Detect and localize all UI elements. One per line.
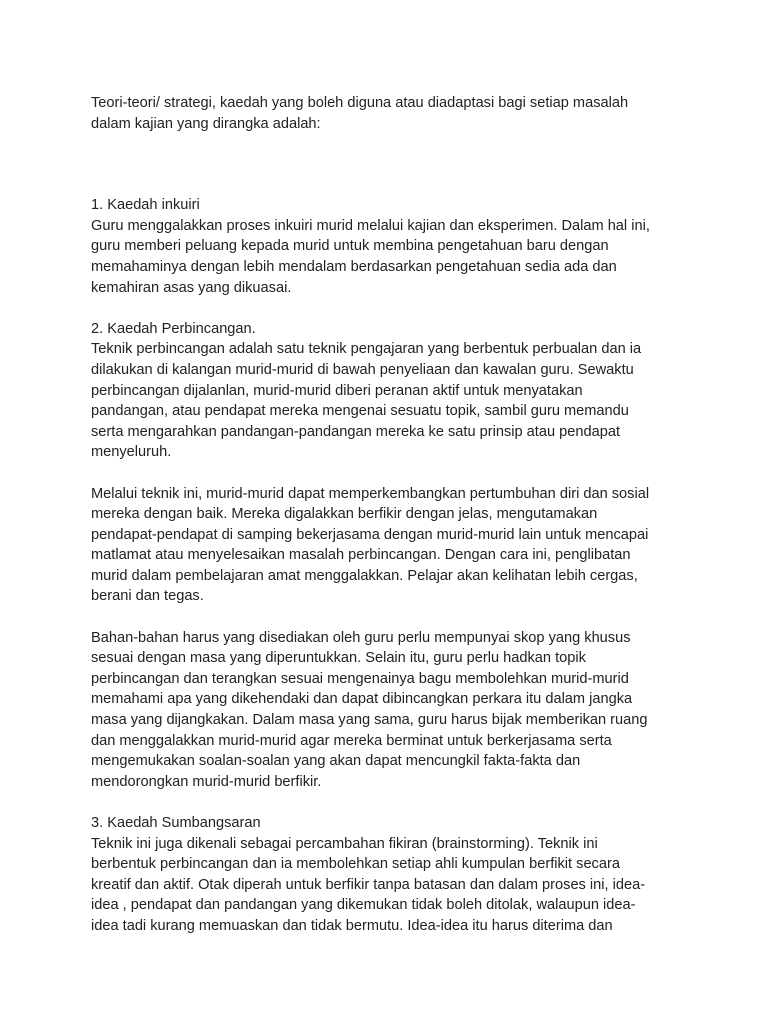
section-3-heading: 3. Kaedah Sumbangsaran [91, 815, 261, 831]
intro-paragraph: Teori-teori/ strategi, kaedah yang boleh diguna atau diadaptasi bagi setiap masalah dalam kajian yang dirangka adalah: [91, 95, 629, 132]
section-2-body-2: Melalui teknik ini, murid-murid dapat memperkembangkan pertumbuhan diri dan sosial mereka dengan baik. Mereka digalakkan berfikir dengan jelas, mengutamakan pendapat-pendapat di samping bekerjasama dengan murid-murid lain untuk mencapai matlamat atau menyelesaikan masalah perbincangan. Dengan cara ini, penglibatan murid dalam pembelajaran amat menggalakkan. Pelajar akan kelihatan lebih cergas, berani dan tegas. [91, 485, 650, 605]
spacer [91, 607, 691, 628]
section-1-body: Guru menggalakkan proses inkuiri murid melalui kajian dan eksperimen. Dalam hal ini, guru memberi peluang kepada murid untuk membina pengetahuan baru dengan memahaminya dengan lebih mendalam berdasarkan pengetahuan sedia ada dan kemahiran asas yang dikuasai. [91, 217, 650, 296]
document-page [91, 93, 691, 937]
section-3-body: Teknik ini juga dikenali sebagai percambahan fikiran (brainstorming). Teknik ini berbentuk perbincangan dan ia membolehkan setiap ahli kumpulan berfikit secara kreatif dan aktif. Otak diperah untuk berfikir tanpa batasan dan dalam proses ini, idea- idea , pendapat dan pandangan yang dikemukan tidak boleh ditolak, walaupun idea- idea tadi kurang memuaskan dan tidak bermutu. Idea-idea itu harus diterima dan [91, 835, 646, 934]
section-2-heading: 2. Kaedah Perbincangan. [91, 320, 256, 337]
section-1-heading: 1. Kaedah inkuiri [91, 197, 200, 214]
spacer [91, 298, 691, 319]
spacer [91, 792, 691, 813]
spacer [91, 134, 691, 195]
section-2-body-3: Bahan-bahan harus yang disediakan oleh guru perlu mempunyai skop yang khusus sesuai dengan masa yang diperuntukkan. Selain itu, guru perlu hadkan topik perbincangan dan terangkan sesuai mengenainya bagu membolehkan murid-murid memahami apa yang dikehendaki dan dapat dibincangkan perkara itu dalam jangka masa yang dijangkakan. Dalam masa yang sama, guru harus bijak memberikan ruang dan menggalakkan murid-murid agar mereka berminat untuk berkerjasama serta mengemukakan soalan-soalan yang akan dapat mencungkil fakta-fakta dan mendorongkan murid-murid berfikir. [91, 629, 648, 790]
section-2-body-1: Teknik perbincangan adalah satu teknik pengajaran yang berbentuk perbualan dan ia dilakukan di kalangan murid-murid di bawah penyeliaan dan kawalan guru. Sewaktu perbincangan dijalanlan, murid-murid diberi peranan aktif untuk menyatakan pandangan, atau pendapat mereka mengenai sesuatu topik, sambil guru memandu serta mengarahkan pandangan-pandangan mereka ke satu prinsip atau pendapat menyeluruh. [91, 341, 642, 461]
spacer [91, 463, 691, 484]
